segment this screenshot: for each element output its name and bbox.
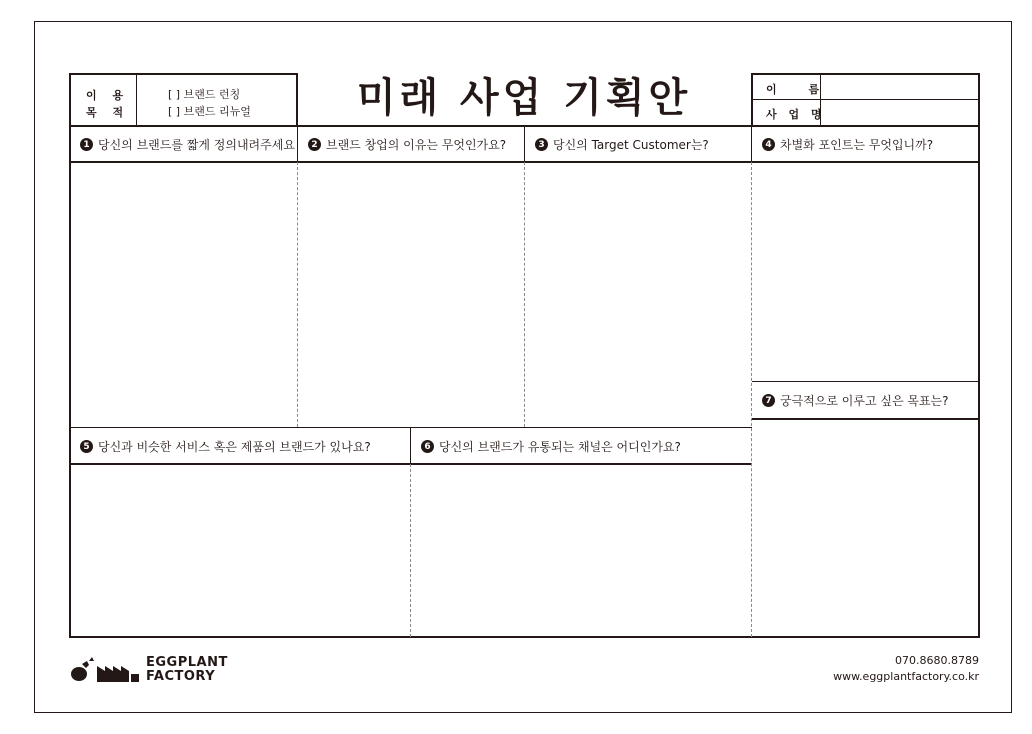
number-5-icon: 5	[80, 440, 93, 453]
business-name-field[interactable]	[822, 101, 978, 124]
question-1	[80, 136, 295, 153]
logo-wordmark	[146, 656, 228, 684]
question-1-text: 당신의 브랜드를 짧게 정의내려주세요	[98, 138, 295, 152]
answer-area-2[interactable]	[299, 163, 523, 426]
answer-area-4[interactable]	[753, 163, 978, 380]
eggplant-factory-logo-icon	[69, 656, 141, 684]
question-5	[80, 438, 371, 455]
purpose-label-1: 이 용	[86, 89, 130, 102]
question-3	[535, 136, 709, 153]
number-3-icon: 3	[535, 138, 548, 151]
info-row-divider	[752, 99, 979, 100]
website-link[interactable]: www.eggplantfactory.co.kr	[833, 670, 979, 683]
answer-area-6[interactable]	[412, 465, 750, 636]
question-4-text: 차별화 포인트는 무엇입니까?	[780, 138, 934, 152]
answer-area-5[interactable]	[71, 465, 409, 636]
answer-area-7[interactable]	[753, 420, 978, 636]
question-2-text: 브랜드 창업의 이유는 무엇인가요?	[326, 138, 507, 152]
col-divider-2	[524, 162, 525, 427]
col-divider-3-header	[751, 126, 752, 162]
question-7-text: 궁극적으로 이루고 싶은 목표는?	[780, 394, 949, 408]
question-4	[762, 136, 933, 153]
col-divider-1	[297, 162, 298, 427]
number-2-icon: 2	[308, 138, 321, 151]
question-2	[308, 136, 506, 153]
purpose-divider	[136, 74, 137, 126]
logo-line-1: EGGPLANT	[146, 655, 228, 670]
name-field[interactable]	[822, 75, 978, 98]
page-title: 미래 사업 기획안	[356, 75, 692, 121]
answer-area-1[interactable]	[71, 163, 296, 426]
name-label: 이 름	[766, 83, 834, 96]
option-brand-launch[interactable]: [ ] 브랜드 런칭	[168, 88, 241, 101]
col-divider-4-header	[410, 428, 411, 464]
number-4-icon: 4	[762, 138, 775, 151]
number-7-icon: 7	[762, 394, 775, 407]
purpose-label-2: 목 적	[86, 106, 130, 119]
business-name-label: 사 업 명	[766, 108, 826, 121]
q7-header-top	[752, 381, 980, 382]
question-5-text: 당신과 비슷한 서비스 혹은 제품의 브랜드가 있나요?	[98, 440, 371, 454]
option-brand-renewal[interactable]: [ ] 브랜드 리뉴얼	[168, 105, 251, 118]
col-divider-1-header	[297, 126, 298, 162]
col-divider-2-header	[524, 126, 525, 162]
number-6-icon: 6	[421, 440, 434, 453]
col-divider-4	[410, 464, 411, 637]
col-divider-3	[751, 162, 752, 637]
question-6-text: 당신의 브랜드가 유통되는 채널은 어디인가요?	[439, 440, 681, 454]
question-7	[762, 392, 949, 409]
question-6	[421, 438, 681, 455]
logo-line-2: FACTORY	[146, 669, 216, 684]
answer-area-3[interactable]	[526, 163, 750, 426]
number-1-icon: 1	[80, 138, 93, 151]
question-3-text: 당신의 Target Customer는?	[553, 138, 709, 152]
phone-number: 070.8680.8789	[895, 654, 979, 667]
